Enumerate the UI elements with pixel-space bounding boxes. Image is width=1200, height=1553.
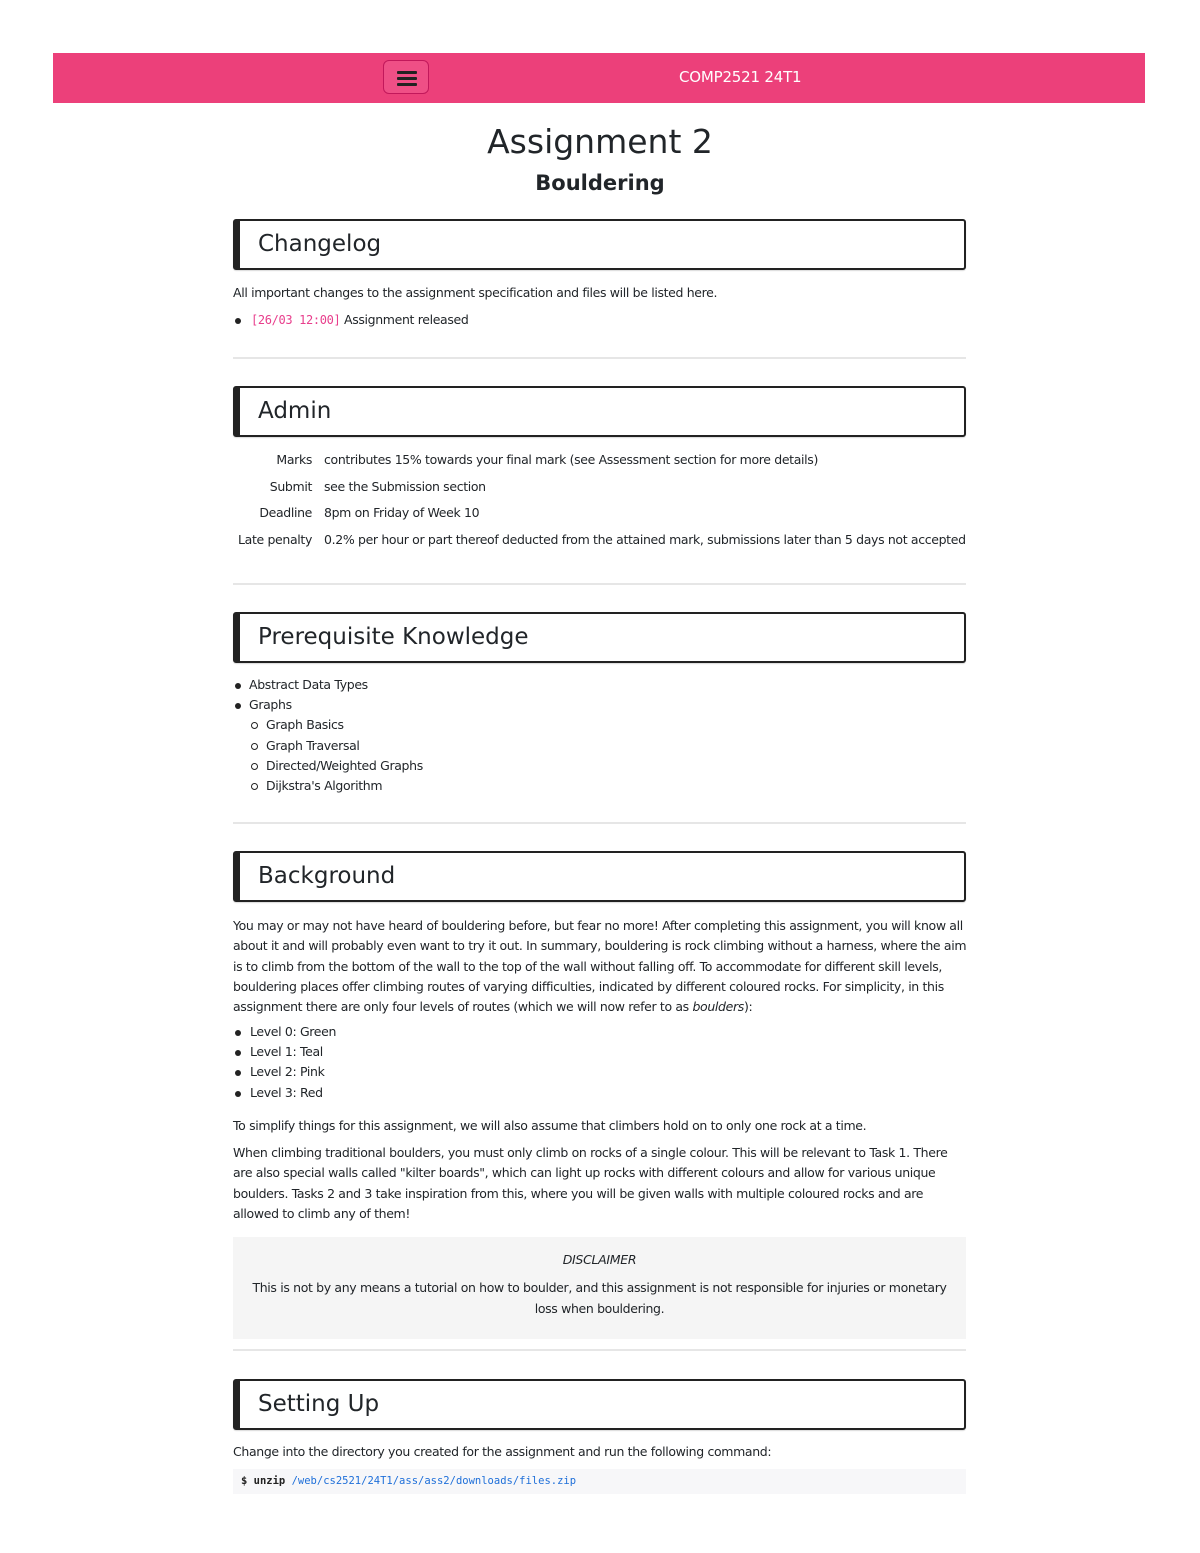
changelog-entry <box>251 312 468 327</box>
sublist-bullet <box>251 783 258 790</box>
admin-key: Deadline <box>259 505 312 520</box>
section-divider <box>233 822 966 824</box>
section-divider <box>233 357 966 359</box>
admin-key: Submit <box>269 479 312 494</box>
boulders-term: boulders <box>692 999 744 1015</box>
sublist-bullet <box>251 743 258 750</box>
list-bullet <box>235 683 241 689</box>
disclaimer-body: This is not by any means a tutorial on how to boulder, and this assignment is not responsible for injuries or monetary loss when bouldering. <box>252 1280 947 1316</box>
changelog-text: Assignment released <box>344 312 469 327</box>
admin-key: Marks <box>276 452 312 467</box>
command-prompt: $ unzip <box>241 1475 286 1487</box>
admin-key: Late penalty <box>238 532 312 547</box>
level-item: Level 0: Green <box>250 1024 337 1039</box>
admin-row <box>233 452 966 472</box>
prereq-heading: Prerequisite Knowledge <box>233 612 966 663</box>
setup-intro: Change into the directory you created for the assignment and run the following command: <box>233 1444 772 1459</box>
setup-heading: Setting Up <box>233 1379 966 1430</box>
background-paragraph: When climbing traditional boulders, you must only climb on rocks of a single colour. This will be relevant to Task 1. There are also special walls called "kilter boards", which can light up rocks with different colours and allow for various unique boulders. Tasks 2 and 3 take inspiration from this, where you will be given walls with multiple coloured rocks and are allowed to climb any of them! <box>233 1145 948 1221</box>
list-bullet <box>235 703 241 709</box>
top-navbar <box>53 53 1145 103</box>
list-bullet <box>235 1091 241 1097</box>
admin-value: 8pm on Friday of Week 10 <box>324 505 480 520</box>
changelog-intro: All important changes to the assignment specification and files will be listed here. <box>233 285 718 300</box>
background-text-end: ): <box>743 999 753 1015</box>
admin-row <box>233 505 966 525</box>
changelog-timestamp: [26/03 12:00] <box>251 313 341 327</box>
admin-row <box>233 479 966 499</box>
admin-value: contributes 15% towards your final mark (see Assessment section for more details) <box>324 452 818 467</box>
background-text: You may or may not have heard of bouldering before, but fear no more! After completing this assignment, you will know all about it and will probably even want to try it out. In summary, bouldering is rock climbing without a harness, where the aim is to climb from the bottom of the wall to the top of the wall without falling off. To accommodate for different skill levels, bouldering places offer climbing routes of varying difficulties, indicated by different coloured rocks. For simplicity, in this assignment there are only four levels of routes (which we will now refer to as <box>233 918 967 1015</box>
list-bullet <box>235 1030 241 1036</box>
admin-row <box>233 532 966 552</box>
background-paragraph: To simplify things for this assignment, we will also assume that climbers hold on to only one rock at a time. <box>233 1118 867 1133</box>
admin-heading: Admin <box>233 386 966 437</box>
list-bullet <box>235 318 241 324</box>
page-title: Assignment 2 <box>487 122 713 161</box>
prereq-subitem: Graph Basics <box>266 717 344 732</box>
background-heading: Background <box>233 851 966 902</box>
command-block[interactable] <box>233 1469 966 1494</box>
prereq-subitem: Directed/Weighted Graphs <box>266 758 423 773</box>
list-bullet <box>235 1050 241 1056</box>
prereq-subitem: Graph Traversal <box>266 738 360 753</box>
prereq-item: Abstract Data Types <box>249 677 368 692</box>
section-divider <box>233 1349 966 1351</box>
level-item: Level 2: Pink <box>250 1064 325 1079</box>
menu-toggle-button[interactable] <box>383 60 429 94</box>
level-item: Level 1: Teal <box>250 1044 323 1059</box>
prereq-item: Graphs <box>249 697 292 712</box>
admin-value: 0.2% per hour or part thereof deducted from the attained mark, submissions later than 5 days not accepted <box>324 532 966 547</box>
admin-value: see the Submission section <box>324 479 486 494</box>
disclaimer-box <box>233 1237 966 1339</box>
section-divider <box>233 583 966 585</box>
command-path[interactable]: /web/cs2521/24T1/ass/ass2/downloads/files.zip <box>291 1475 577 1487</box>
prereq-subitem: Dijkstra's Algorithm <box>266 778 383 793</box>
page-subtitle: Bouldering <box>535 171 665 195</box>
disclaimer-title: DISCLAIMER <box>562 1252 637 1267</box>
sublist-bullet <box>251 722 258 729</box>
level-item: Level 3: Red <box>250 1085 323 1100</box>
course-title[interactable]: COMP2521 24T1 <box>679 68 802 86</box>
background-paragraph <box>233 916 968 1017</box>
sublist-bullet <box>251 763 258 770</box>
list-bullet <box>235 1070 241 1076</box>
changelog-heading: Changelog <box>233 219 966 270</box>
